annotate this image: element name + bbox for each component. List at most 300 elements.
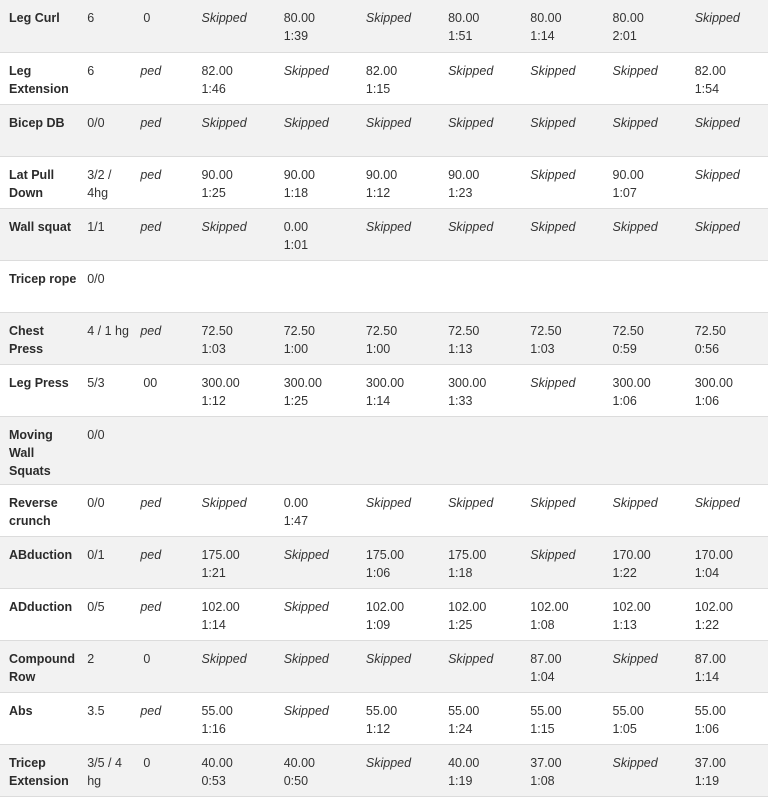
- exercise-settings: 2: [87, 651, 95, 666]
- weight-value: 72.50: [448, 323, 480, 338]
- skipped-label: Skipped: [201, 219, 247, 234]
- skipped-label: Skipped: [694, 115, 740, 130]
- previous-result-cell: [134, 640, 192, 692]
- skipped-label: Skipped: [365, 115, 412, 130]
- skipped-label: Skipped: [201, 495, 247, 510]
- session-result-cell: [275, 208, 357, 260]
- weight-value: 102.00: [612, 599, 651, 614]
- exercise-name: Leg Extension: [9, 63, 69, 96]
- time-value: 1:23: [448, 185, 473, 200]
- session-result-cell: [686, 588, 768, 640]
- session-result-cell: [686, 744, 768, 796]
- session-result-cell: [275, 692, 357, 744]
- skipped-label: Skipped: [694, 11, 740, 25]
- session-result-cell: [604, 104, 686, 156]
- time-value: 0:59: [612, 341, 637, 356]
- skipped-label: Skipped: [612, 63, 658, 78]
- session-result-cell: [521, 692, 603, 744]
- session-result-cell: [357, 588, 439, 640]
- skipped-label: Skipped: [365, 11, 412, 25]
- session-result-cell: [604, 416, 686, 484]
- time-value: 1:06: [365, 565, 391, 580]
- exercise-settings: 0/0: [87, 271, 105, 286]
- time-value: 1:18: [448, 565, 473, 580]
- weight-value: 72.50: [612, 323, 644, 338]
- session-result-cell: [357, 484, 439, 536]
- weight-value: 0.00: [283, 219, 309, 234]
- session-result-cell: [686, 692, 768, 744]
- session-result-cell: [357, 364, 439, 416]
- exercise-settings: 3.5: [87, 703, 105, 718]
- exercise-name: Tricep rope: [9, 271, 77, 286]
- session-result-cell: [275, 104, 357, 156]
- exercise-settings: 6: [87, 11, 95, 25]
- session-result-cell: [521, 208, 603, 260]
- session-result-cell: [604, 484, 686, 536]
- session-result-cell: [192, 260, 274, 312]
- weight-value: 90.00: [201, 167, 233, 182]
- session-result-cell: [686, 104, 768, 156]
- previous-result: 0: [143, 651, 151, 666]
- exercise-name: Reverse crunch: [9, 495, 58, 528]
- session-result-cell: [439, 640, 521, 692]
- session-result-cell: [357, 156, 439, 208]
- previous-result: ped: [140, 115, 162, 130]
- weight-value: 72.50: [530, 323, 562, 338]
- weight-value: 170.00: [694, 547, 733, 562]
- session-result-cell: [686, 208, 768, 260]
- skipped-label: Skipped: [448, 219, 494, 234]
- exercise-settings: 0/5: [87, 599, 105, 614]
- session-result-cell: [275, 52, 357, 104]
- weight-value: 55.00: [530, 703, 562, 718]
- table-row: [0, 640, 768, 692]
- skipped-label: Skipped: [612, 755, 658, 770]
- weight-value: 300.00: [612, 375, 651, 390]
- session-result-cell: [604, 208, 686, 260]
- session-result-cell: [686, 536, 768, 588]
- session-result-cell: [521, 744, 603, 796]
- skipped-label: Skipped: [530, 375, 576, 390]
- session-result-cell: [275, 536, 357, 588]
- time-value: 1:06: [694, 721, 720, 736]
- session-result-cell: [275, 364, 357, 416]
- session-result-cell: [686, 312, 768, 364]
- time-value: 1:03: [530, 341, 555, 356]
- weight-value: 102.00: [448, 599, 487, 614]
- exercise-settings: 0/0: [87, 495, 105, 510]
- weight-value: 80.00: [448, 11, 480, 25]
- session-result-cell: [192, 640, 274, 692]
- session-result-cell: [604, 260, 686, 312]
- time-value: 1:39: [283, 29, 309, 43]
- previous-result-cell: [134, 52, 192, 104]
- weight-value: 87.00: [530, 651, 562, 666]
- exercise-name: ABduction: [9, 547, 73, 562]
- previous-result: ped: [140, 495, 162, 510]
- weight-value: 80.00: [530, 11, 562, 25]
- session-result-cell: [439, 312, 521, 364]
- session-result-cell: [275, 156, 357, 208]
- table-row: [0, 104, 768, 156]
- exercise-name: Lat Pull Down: [9, 167, 55, 200]
- table-row: [0, 52, 768, 104]
- time-value: 1:14: [201, 617, 226, 632]
- skipped-label: Skipped: [694, 219, 740, 234]
- table-row: [0, 536, 768, 588]
- skipped-label: Skipped: [283, 63, 329, 78]
- time-value: 1:46: [201, 81, 226, 96]
- session-result-cell: [275, 312, 357, 364]
- previous-result: 0: [143, 755, 151, 770]
- time-value: 1:54: [694, 81, 720, 96]
- time-value: 1:25: [448, 617, 473, 632]
- session-result-cell: [604, 744, 686, 796]
- session-result-cell: [604, 536, 686, 588]
- session-result-cell: [521, 588, 603, 640]
- previous-result: ped: [140, 167, 162, 182]
- time-value: 1:08: [530, 773, 555, 788]
- weight-value: 300.00: [201, 375, 240, 390]
- session-result-cell: [439, 104, 521, 156]
- time-value: 1:51: [448, 29, 473, 43]
- skipped-label: Skipped: [365, 755, 412, 770]
- previous-result-cell: [134, 692, 192, 744]
- table-row: [0, 484, 768, 536]
- session-result-cell: [439, 208, 521, 260]
- weight-value: 102.00: [530, 599, 569, 614]
- session-result-cell: [192, 416, 274, 484]
- previous-result: 0: [143, 11, 151, 25]
- table-row: [0, 588, 768, 640]
- session-result-cell: [357, 692, 439, 744]
- skipped-label: Skipped: [283, 651, 329, 666]
- session-result-cell: [192, 536, 274, 588]
- session-result-cell: [604, 156, 686, 208]
- skipped-label: Skipped: [612, 219, 658, 234]
- exercise-name: Tricep Extension: [9, 755, 69, 788]
- exercise-settings: 0/0: [87, 115, 105, 130]
- session-result-cell: [275, 260, 357, 312]
- time-value: 1:21: [201, 565, 226, 580]
- session-result-cell: [686, 640, 768, 692]
- weight-value: 300.00: [365, 375, 405, 390]
- previous-result-cell: [134, 104, 192, 156]
- time-value: 1:25: [283, 393, 309, 408]
- table-row: [0, 692, 768, 744]
- weight-value: 37.00: [530, 755, 562, 770]
- time-value: 1:04: [694, 565, 720, 580]
- previous-result-cell: [134, 588, 192, 640]
- time-value: 1:06: [694, 393, 720, 408]
- time-value: 0:50: [283, 773, 309, 788]
- previous-result-cell: [134, 416, 192, 484]
- session-result-cell: [192, 0, 274, 52]
- exercise-settings: 0/0: [87, 427, 105, 442]
- session-result-cell: [192, 588, 274, 640]
- session-result-cell: [439, 588, 521, 640]
- skipped-label: Skipped: [530, 495, 576, 510]
- time-value: 1:22: [694, 617, 720, 632]
- session-result-cell: [521, 536, 603, 588]
- session-result-cell: [686, 260, 768, 312]
- session-result-cell: [275, 0, 357, 52]
- previous-result: ped: [140, 547, 162, 562]
- session-result-cell: [357, 640, 439, 692]
- time-value: 1:07: [612, 185, 637, 200]
- table-row: [0, 208, 768, 260]
- weight-value: 82.00: [201, 63, 233, 78]
- session-result-cell: [192, 208, 274, 260]
- previous-result-cell: [134, 364, 192, 416]
- weight-value: 55.00: [612, 703, 644, 718]
- session-result-cell: [521, 52, 603, 104]
- skipped-label: Skipped: [365, 651, 412, 666]
- previous-result-cell: [134, 208, 192, 260]
- skipped-label: Skipped: [694, 495, 740, 510]
- session-result-cell: [521, 364, 603, 416]
- time-value: 1:12: [365, 721, 391, 736]
- exercise-name: Leg Press: [9, 375, 69, 390]
- time-value: 1:24: [448, 721, 473, 736]
- skipped-label: Skipped: [201, 11, 247, 25]
- weight-value: 170.00: [612, 547, 651, 562]
- session-result-cell: [521, 260, 603, 312]
- session-result-cell: [192, 364, 274, 416]
- weight-value: 82.00: [694, 63, 726, 78]
- session-result-cell: [192, 156, 274, 208]
- exercise-name: Chest Press: [9, 323, 44, 356]
- time-value: 1:12: [201, 393, 226, 408]
- table-row: [0, 0, 768, 52]
- session-result-cell: [192, 104, 274, 156]
- time-value: 1:09: [365, 617, 391, 632]
- session-result-cell: [604, 588, 686, 640]
- weight-value: 72.50: [201, 323, 233, 338]
- time-value: 1:15: [530, 721, 555, 736]
- session-result-cell: [686, 52, 768, 104]
- time-value: 0:56: [694, 341, 720, 356]
- exercise-name: Moving Wall Squats: [9, 427, 53, 478]
- skipped-label: Skipped: [612, 651, 658, 666]
- previous-result-cell: [134, 744, 192, 796]
- session-result-cell: [521, 0, 603, 52]
- table-row: [0, 156, 768, 208]
- session-result-cell: [439, 744, 521, 796]
- time-value: 1:16: [201, 721, 226, 736]
- weight-value: 55.00: [694, 703, 726, 718]
- weight-value: 40.00: [201, 755, 233, 770]
- skipped-label: Skipped: [283, 703, 329, 718]
- previous-result: ped: [140, 703, 162, 718]
- session-result-cell: [357, 416, 439, 484]
- time-value: 1:25: [201, 185, 226, 200]
- weight-value: 40.00: [283, 755, 315, 770]
- weight-value: 175.00: [201, 547, 240, 562]
- skipped-label: Skipped: [201, 115, 247, 130]
- previous-result-cell: [134, 312, 192, 364]
- time-value: 1:19: [694, 773, 720, 788]
- skipped-label: Skipped: [448, 115, 494, 130]
- session-result-cell: [439, 692, 521, 744]
- exercise-name: Leg Curl: [9, 11, 60, 25]
- skipped-label: Skipped: [448, 651, 494, 666]
- exercise-settings: 0/1: [87, 547, 105, 562]
- time-value: 1:05: [612, 721, 637, 736]
- session-result-cell: [604, 640, 686, 692]
- session-result-cell: [686, 484, 768, 536]
- skipped-label: Skipped: [530, 63, 576, 78]
- time-value: 1:22: [612, 565, 637, 580]
- session-result-cell: [357, 0, 439, 52]
- session-result-cell: [521, 640, 603, 692]
- time-value: 1:14: [530, 29, 555, 43]
- time-value: 2:01: [612, 29, 637, 43]
- time-value: 1:08: [530, 617, 555, 632]
- weight-value: 175.00: [448, 547, 487, 562]
- time-value: 1:13: [448, 341, 473, 356]
- skipped-label: Skipped: [530, 115, 576, 130]
- session-result-cell: [439, 484, 521, 536]
- weight-value: 300.00: [694, 375, 733, 390]
- exercise-settings: 3/2 / 4hg: [87, 167, 112, 200]
- session-result-cell: [521, 312, 603, 364]
- session-result-cell: [357, 260, 439, 312]
- exercise-settings: 6: [87, 63, 95, 78]
- weight-value: 90.00: [365, 167, 398, 182]
- previous-result-cell: [134, 536, 192, 588]
- session-result-cell: [357, 312, 439, 364]
- session-result-cell: [521, 156, 603, 208]
- session-result-cell: [357, 52, 439, 104]
- session-result-cell: [604, 312, 686, 364]
- weight-value: 90.00: [448, 167, 480, 182]
- time-value: 1:03: [201, 341, 226, 356]
- previous-result-cell: [134, 156, 192, 208]
- session-result-cell: [439, 364, 521, 416]
- table-row: [0, 416, 768, 484]
- time-value: 1:00: [283, 341, 309, 356]
- session-result-cell: [275, 744, 357, 796]
- weight-value: 90.00: [612, 167, 644, 182]
- session-result-cell: [192, 484, 274, 536]
- session-result-cell: [439, 156, 521, 208]
- session-result-cell: [439, 260, 521, 312]
- previous-result: ped: [140, 323, 162, 338]
- exercise-settings: 1/1: [87, 219, 105, 234]
- weight-value: 72.50: [365, 323, 398, 338]
- time-value: 1:14: [694, 669, 720, 684]
- weight-value: 55.00: [448, 703, 480, 718]
- session-result-cell: [604, 364, 686, 416]
- session-result-cell: [357, 104, 439, 156]
- weight-value: 37.00: [694, 755, 726, 770]
- exercise-name: Wall squat: [9, 219, 72, 234]
- time-value: 1:47: [283, 513, 309, 528]
- time-value: 1:13: [612, 617, 637, 632]
- session-result-cell: [439, 52, 521, 104]
- exercise-settings: 5/3: [87, 375, 105, 390]
- skipped-label: Skipped: [530, 219, 576, 234]
- time-value: 1:18: [283, 185, 309, 200]
- weight-value: 0.00: [283, 495, 309, 510]
- session-result-cell: [192, 692, 274, 744]
- time-value: 1:00: [365, 341, 391, 356]
- session-result-cell: [192, 312, 274, 364]
- skipped-label: Skipped: [612, 115, 658, 130]
- time-value: 1:12: [365, 185, 391, 200]
- weight-value: 82.00: [365, 63, 398, 78]
- weight-value: 102.00: [694, 599, 733, 614]
- exercise-settings: 3/5 / 4 hg: [87, 755, 122, 788]
- table-row: [0, 744, 768, 796]
- skipped-label: Skipped: [612, 495, 658, 510]
- skipped-label: Skipped: [283, 599, 329, 614]
- skipped-label: Skipped: [365, 219, 412, 234]
- skipped-label: Skipped: [448, 63, 494, 78]
- table-row: [0, 364, 768, 416]
- weight-value: 72.50: [694, 323, 726, 338]
- session-result-cell: [521, 416, 603, 484]
- session-result-cell: [357, 744, 439, 796]
- session-result-cell: [686, 364, 768, 416]
- session-result-cell: [521, 484, 603, 536]
- session-result-cell: [604, 0, 686, 52]
- time-value: 1:33: [448, 393, 473, 408]
- time-value: 1:04: [530, 669, 555, 684]
- session-result-cell: [275, 588, 357, 640]
- previous-result: 00: [143, 375, 158, 390]
- exercise-name: Abs: [9, 703, 33, 718]
- time-value: 1:01: [283, 237, 309, 252]
- weight-value: 102.00: [365, 599, 405, 614]
- session-result-cell: [192, 52, 274, 104]
- skipped-label: Skipped: [283, 115, 329, 130]
- session-result-cell: [604, 692, 686, 744]
- previous-result: ped: [140, 599, 162, 614]
- session-result-cell: [439, 536, 521, 588]
- previous-result: ped: [140, 63, 162, 78]
- skipped-label: Skipped: [201, 651, 247, 666]
- previous-result: ped: [140, 219, 162, 234]
- weight-value: 300.00: [283, 375, 322, 390]
- session-result-cell: [686, 156, 768, 208]
- previous-result-cell: [134, 260, 192, 312]
- exercise-settings: 4 / 1 hg: [87, 323, 129, 338]
- session-result-cell: [521, 104, 603, 156]
- weight-value: 80.00: [283, 11, 315, 25]
- weight-value: 72.50: [283, 323, 315, 338]
- skipped-label: Skipped: [530, 167, 576, 182]
- skipped-label: Skipped: [530, 547, 576, 562]
- exercise-name: ADduction: [9, 599, 73, 614]
- session-result-cell: [357, 208, 439, 260]
- session-result-cell: [604, 52, 686, 104]
- session-result-cell: [439, 0, 521, 52]
- weight-value: 175.00: [365, 547, 405, 562]
- previous-result-cell: [134, 0, 192, 52]
- time-value: 0:53: [201, 773, 226, 788]
- weight-value: 102.00: [201, 599, 240, 614]
- weight-value: 55.00: [201, 703, 233, 718]
- table-row: [0, 260, 768, 312]
- weight-value: 40.00: [448, 755, 480, 770]
- weight-value: 80.00: [612, 11, 644, 25]
- skipped-label: Skipped: [365, 495, 412, 510]
- session-result-cell: [686, 416, 768, 484]
- session-result-cell: [357, 536, 439, 588]
- skipped-label: Skipped: [448, 495, 494, 510]
